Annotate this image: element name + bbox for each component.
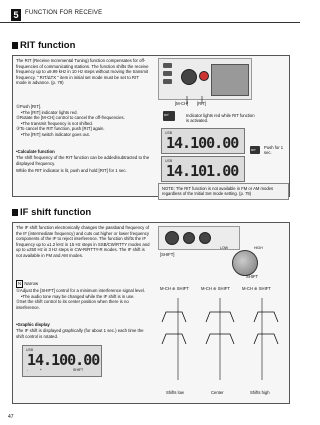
section-bullet-icon (12, 209, 18, 216)
shift-knob-low-label: LOW (220, 246, 228, 250)
panel-button (163, 71, 172, 76)
main-dial-icon (211, 64, 249, 96)
rit-steps (16, 104, 150, 138)
rit-note: NOTE: The RIT function is not available in FM or AM modes regardless of the Initial Set mode setting. (p. 79) (158, 183, 289, 200)
lcd-display-2 (161, 156, 245, 182)
ifshift-lcd-display (22, 345, 102, 377)
diagram-caption-high: Shifts high (250, 390, 270, 395)
ifshift-section-title: IF shift function (12, 207, 91, 218)
rit-calc-title: •Calculate function (16, 149, 55, 154)
narrow-icon: N (18, 281, 22, 286)
page-number: 47 (8, 414, 14, 420)
ifshift-lcd-scale: - + (27, 368, 42, 372)
mch-label: [M-CH] (175, 101, 189, 106)
radio-front-panel (158, 58, 252, 100)
rit-step-1: ①Push [RIT]. (16, 104, 42, 109)
rit-push-button-label: RIT (251, 148, 256, 152)
rit-step-1-note: •The [RIT] indicator lights red. (21, 109, 78, 115)
graphic-display-title: •Graphic display (16, 322, 50, 327)
ifshift-lcd-frequency: 14.100.00 (27, 351, 100, 369)
lcd-mode-1: USB (165, 131, 173, 135)
section-bullet-icon (12, 42, 18, 49)
lcd-frequency-2: 14.101.00 (166, 162, 239, 180)
chapter-number: 5 (11, 9, 21, 21)
rit-step-3: ③To cancel the RIT function, push [RIT] again. (16, 126, 105, 132)
diagram-top-label-low: M-CH ⊕ SHIFT (160, 286, 189, 291)
lcd-mode-2: USB (165, 159, 173, 163)
rit-label: [RIT] (197, 101, 207, 106)
ifshift-intro: The IF shift function electronically changes the passband frequency of the IF (intermediate frequency) and cuts out higher or lower frequency components of the IF to reject interference. The function shifts the IF frequency up to ±1.2 kHz in 15 Hz steps in SSB/CW/RTTY modes and up to ±250 Hz in 3 Hz steps in CW-R/RTTY-R modes. The IF shift is not available in FM and AM modes. (16, 225, 150, 258)
rit-intro: The RIT (Receive Incremental Tuning) function compensates for off-frequencies of communicating stations. The function shifts the receive frequency up to ±9.99 kHz in 10 Hz steps without moving the transmit frequency. " RIT/ΔTX " item in initial set mode must be set to RIT mode in advance. (p. 79) (16, 58, 149, 86)
panel-knob-icon (165, 231, 179, 245)
passband-diagram-high (254, 298, 278, 380)
lcd-frequency-1: 14.100.00 (166, 134, 239, 152)
shift-knob-icon (232, 250, 258, 276)
ifshift-step-1: ①Adjust the [SHIFT] control for a minimum interference signal level. (16, 288, 145, 293)
ifshift-lcd-tag: SHIFT (73, 368, 84, 372)
diagram-top-label-high: M-CH ⊕ SHIFT (242, 286, 271, 291)
rit-calc-body: The shift frequency of the RIT function can be added/subtracted to the displayed frequency. (16, 155, 150, 166)
rit-section-title: RIT function (12, 40, 75, 51)
rit-step-3-note: •The [RIT] switch indicator goes out. (21, 131, 90, 137)
lcd-display-1 (161, 128, 245, 154)
rit-indicator-icon (199, 71, 209, 81)
ifshift-lcd-mode: USB (26, 348, 34, 352)
panel-knob-icon (183, 232, 195, 244)
header-divider (0, 22, 300, 23)
mch-knob-icon (181, 69, 197, 85)
rit-calc-body-2: While the RIT indicator is lit, push and hold [RIT] for 1 sec. (16, 168, 127, 173)
shift-knob-label: SHIFT (246, 274, 259, 279)
indicator-caption: Indicator lights red while RIT function is activated. (186, 113, 255, 123)
ifshift-steps (16, 288, 150, 310)
push-caption: Push for 1 sec. (264, 145, 284, 155)
rit-step-2: ②Rotate the [M-CH] control to cancel the off-frequencies. (16, 115, 125, 121)
diagram-top-label-center: M-CH ⊕ SHIFT (201, 286, 230, 291)
passband-diagrams (158, 292, 284, 388)
panel-button (163, 79, 172, 84)
panel-knob-icon (199, 232, 211, 244)
ifshift-step-1-note: •The audio tone may be changed while the IF shift is in use. (21, 293, 135, 299)
shift-knob-high-label: HIGH (254, 246, 263, 250)
chapter-title: FUNCTION FOR RECEIVE (25, 10, 103, 16)
rit-button-label: RIT (164, 113, 169, 117)
passband-diagram-center (206, 298, 234, 380)
graphic-display-body: The IF shift is displayed graphically (for about 1 sec.) each time the shift control is rotated. (16, 328, 144, 339)
ifshift-step-2: ②Set the shift control to its center position when there is no interference. (16, 299, 129, 310)
diagram-caption-center: Center (211, 390, 224, 395)
ifshift-narrow: N Narrow (18, 281, 39, 286)
diagram-caption-low: Shifts low (166, 390, 184, 395)
passband-diagram-low (162, 298, 186, 380)
panel-button (163, 63, 172, 68)
rit-step-2-note: •The transmit frequency is not shifted. (21, 120, 93, 126)
shift-label: [SHIFT] (160, 252, 175, 257)
